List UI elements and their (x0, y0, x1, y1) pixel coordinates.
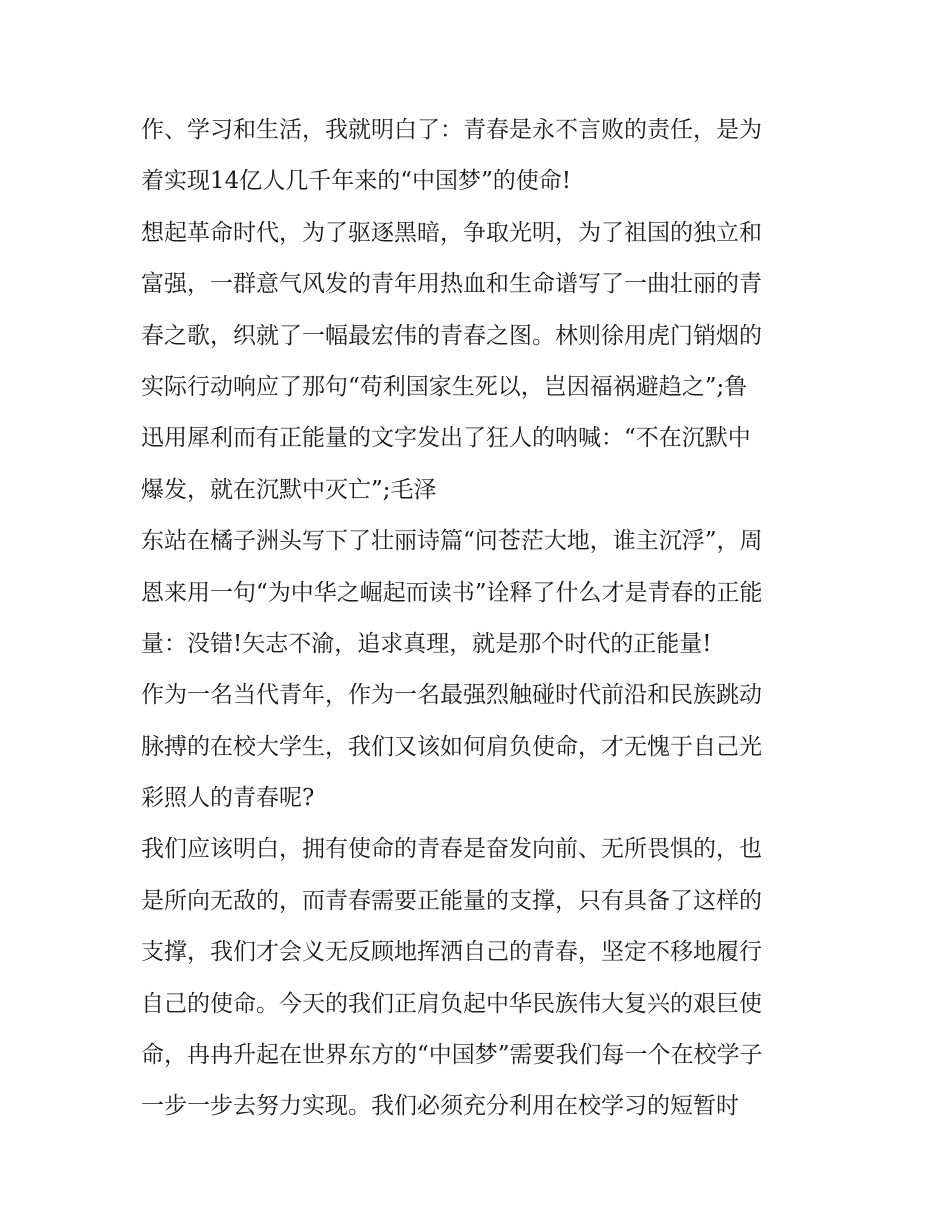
text-line: 彩照人的青春呢? (141, 785, 315, 812)
text-line: 迅用犀利而有正能量的文字发出了狂人的呐喊：“不在沉默中 (141, 425, 751, 452)
text-line: 支撑，我们才会义无反顾地挥洒自己的青春，坚定不移地履行 (141, 939, 762, 966)
text-line: 作为一名当代青年，作为一名最强烈触碰时代前沿和民族跳动 (141, 682, 762, 709)
text-line: 作、学习和生活，我就明白了：青春是永不言败的责任，是为 (141, 117, 762, 143)
text-line: 富强，一群意气风发的青年用热血和生命谱写了一曲壮丽的青 (141, 271, 762, 298)
text-line: 东站在橘子洲头写下了壮丽诗篇“问苍茫大地，谁主沉浮”，周 (141, 528, 763, 555)
text-line: 是所向无敌的，而青春需要正能量的支撑，只有具备了这样的 (141, 887, 762, 914)
text-line: 量：没错!矢志不渝，追求真理，就是那个时代的正能量! (141, 630, 712, 657)
text-line: 命，冉冉升起在世界东方的“中国梦”需要我们每一个在校学子 (141, 1042, 763, 1069)
text-line: 春之歌，织就了一幅最宏伟的青春之图。林则徐用虎门销烟的 (141, 322, 762, 349)
text-line: 自己的使命。今天的我们正肩负起中华民族伟大复兴的艰巨使 (141, 990, 762, 1017)
document-body (141, 110, 821, 1138)
text-line: 我们应该明白，拥有使命的青春是奋发向前、无所畏惧的，也 (141, 836, 762, 863)
text-line: 一步一步去努力实现。我们必须充分利用在校学习的短暂时 (141, 1093, 739, 1120)
text-line: 爆发，就在沉默中灭亡”;毛泽 (141, 476, 437, 503)
text-line: 脉搏的在校大学生，我们又该如何肩负使命，才无愧于自己光 (141, 733, 762, 760)
text-line: 恩来用一句“为中华之崛起而读书”诠释了什么才是青春的正能 (141, 579, 763, 606)
text-line: 着实现14亿人几千年来的“中国梦”的使命! (141, 168, 572, 195)
text-line: 实际行动响应了那句“苟利国家生死以，岂因福祸避趋之”;鲁 (141, 373, 748, 400)
text-line: 想起革命时代，为了驱逐黑暗，争取光明，为了祖国的独立和 (141, 219, 762, 246)
